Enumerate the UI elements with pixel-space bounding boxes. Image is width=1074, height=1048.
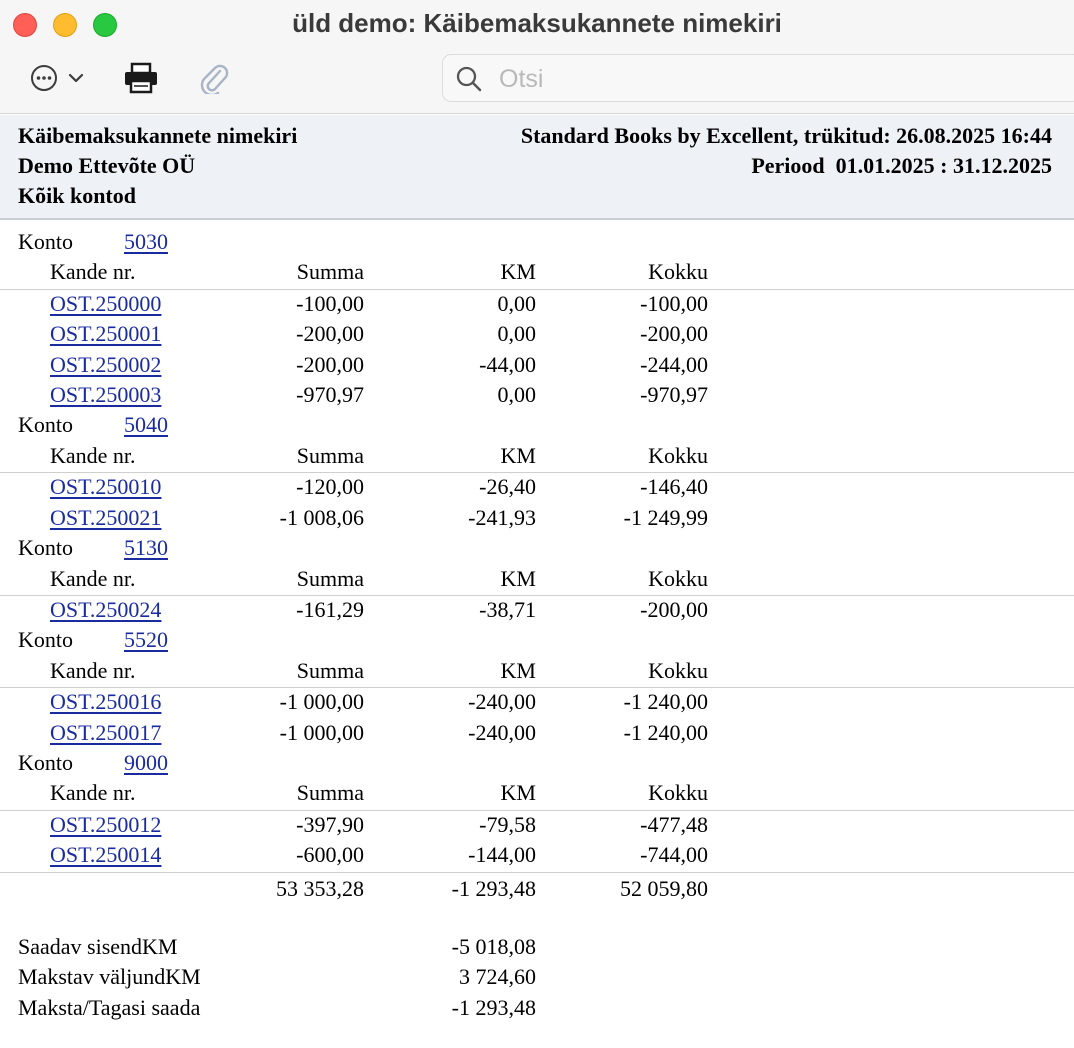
kokku-cell: -146,40 xyxy=(640,474,708,500)
col-header-summa: Summa xyxy=(296,657,364,683)
entry-link[interactable]: OST.250002 xyxy=(50,351,162,377)
search-box[interactable] xyxy=(442,54,1074,102)
summa-cell: -200,00 xyxy=(296,321,364,347)
summa-cell: -161,29 xyxy=(296,597,364,623)
period-info: Periood 01.01.2025 : 31.12.2025 xyxy=(751,153,1052,178)
entry-link[interactable]: OST.250021 xyxy=(50,504,162,530)
accounts-filter: Kõik kontod xyxy=(18,183,136,208)
col-header-kokku: Kokku xyxy=(648,780,708,806)
column-header-row xyxy=(0,442,1074,474)
summa-cell: -200,00 xyxy=(296,351,364,377)
summary-label: Saadav sisendKM xyxy=(18,933,178,959)
col-header-kande: Kande nr. xyxy=(50,565,136,591)
paperclip-icon xyxy=(198,62,230,94)
summa-cell: -120,00 xyxy=(296,474,364,500)
total-summa: 53 353,28 xyxy=(276,875,364,901)
totals-row xyxy=(0,872,1074,903)
entry-link[interactable]: OST.250000 xyxy=(50,290,162,316)
col-header-km: KM xyxy=(500,442,536,468)
entry-link[interactable]: OST.250014 xyxy=(50,842,162,868)
table-row xyxy=(0,719,1074,749)
kokku-cell: -1 240,00 xyxy=(623,719,708,745)
col-header-km: KM xyxy=(500,780,536,806)
column-header-row xyxy=(0,657,1074,689)
km-cell: 0,00 xyxy=(497,382,536,408)
report-title: Käibemaksukannete nimekiri xyxy=(18,123,298,148)
table-row xyxy=(0,473,1074,503)
attachment-button[interactable] xyxy=(196,60,232,96)
kokku-cell: -244,00 xyxy=(640,351,708,377)
account-link[interactable]: 5040 xyxy=(124,412,168,438)
column-header-row xyxy=(0,565,1074,597)
table-row xyxy=(0,596,1074,626)
ellipsis-circle-icon xyxy=(30,63,60,93)
account-label: Konto xyxy=(18,627,73,653)
km-cell: -240,00 xyxy=(468,719,536,745)
summary-label: Makstav väljundKM xyxy=(18,964,201,990)
summary-value: -1 293,48 xyxy=(451,994,536,1020)
km-cell: -44,00 xyxy=(479,351,536,377)
spacer xyxy=(0,903,1074,933)
entry-link[interactable]: OST.250010 xyxy=(50,474,162,500)
col-header-km: KM xyxy=(500,657,536,683)
entry-link[interactable]: OST.250001 xyxy=(50,321,162,347)
window-title: üld demo: Käibemaksukannete nimekiri xyxy=(292,8,782,38)
table-row xyxy=(0,381,1074,411)
col-header-kande: Kande nr. xyxy=(50,259,136,285)
more-actions-button[interactable] xyxy=(26,62,90,94)
search-input[interactable] xyxy=(497,61,1061,97)
summary-value: -5 018,08 xyxy=(451,933,536,959)
table-row xyxy=(0,841,1074,871)
column-header-row xyxy=(0,779,1074,811)
entry-link[interactable]: OST.250024 xyxy=(50,597,162,623)
summary-row xyxy=(0,994,1074,1024)
account-link[interactable]: 5130 xyxy=(124,535,168,561)
col-header-kande: Kande nr. xyxy=(50,780,136,806)
company-name: Demo Ettevõte OÜ xyxy=(18,153,196,178)
km-cell: -38,71 xyxy=(479,597,536,623)
account-label: Konto xyxy=(18,750,73,776)
account-row xyxy=(0,749,1074,779)
col-header-summa: Summa xyxy=(296,565,364,591)
col-header-summa: Summa xyxy=(296,780,364,806)
search-icon xyxy=(455,65,483,93)
kokku-cell: -744,00 xyxy=(640,842,708,868)
report-body xyxy=(0,228,1074,1024)
col-header-kande: Kande nr. xyxy=(50,442,136,468)
kokku-cell: -477,48 xyxy=(640,811,708,837)
account-row xyxy=(0,534,1074,564)
summary-row xyxy=(0,933,1074,963)
summa-cell: -397,90 xyxy=(296,811,364,837)
account-link[interactable]: 9000 xyxy=(124,750,168,776)
entry-link[interactable]: OST.250017 xyxy=(50,719,162,745)
account-label: Konto xyxy=(18,412,73,438)
account-link[interactable]: 5030 xyxy=(124,229,168,254)
summa-cell: -100,00 xyxy=(296,290,364,316)
printed-info: Standard Books by Excellent, trükitud: 26.08.2025 16:44 xyxy=(520,123,1052,148)
kokku-cell: -970,97 xyxy=(640,382,708,408)
print-button[interactable] xyxy=(122,60,160,96)
km-cell: -240,00 xyxy=(468,689,536,715)
table-row xyxy=(0,811,1074,841)
account-group xyxy=(0,626,1074,749)
kokku-cell: -100,00 xyxy=(640,290,708,316)
account-row xyxy=(0,626,1074,656)
col-header-km: KM xyxy=(500,565,536,591)
entry-link[interactable]: OST.250003 xyxy=(50,382,162,408)
km-cell: 0,00 xyxy=(497,290,536,316)
km-cell: -26,40 xyxy=(479,474,536,500)
col-header-summa: Summa xyxy=(296,442,364,468)
total-kokku: 52 059,80 xyxy=(620,875,708,901)
summary-label: Maksta/Tagasi saada xyxy=(18,994,201,1020)
summary-row xyxy=(0,963,1074,993)
account-group xyxy=(0,534,1074,626)
kokku-cell: -200,00 xyxy=(640,321,708,347)
km-cell: -144,00 xyxy=(468,842,536,868)
account-label: Konto xyxy=(18,535,73,561)
summa-cell: -1 000,00 xyxy=(279,719,364,745)
col-header-km: KM xyxy=(500,259,536,285)
column-header-row xyxy=(0,258,1074,290)
total-km: -1 293,48 xyxy=(451,875,536,901)
summary-value: 3 724,60 xyxy=(459,964,536,990)
col-header-kokku: Kokku xyxy=(648,565,708,591)
printer-icon xyxy=(123,62,159,94)
table-row xyxy=(0,504,1074,534)
account-group xyxy=(0,411,1074,534)
kokku-cell: -1 249,99 xyxy=(623,504,708,530)
table-row xyxy=(0,688,1074,718)
col-header-summa: Summa xyxy=(296,259,364,285)
entry-link[interactable]: OST.250012 xyxy=(50,811,162,837)
table-row xyxy=(0,290,1074,320)
summa-cell: -1 008,06 xyxy=(279,504,364,530)
kokku-cell: -1 240,00 xyxy=(623,689,708,715)
account-group xyxy=(0,228,1074,411)
chevron-down-icon xyxy=(66,68,86,88)
km-cell: -241,93 xyxy=(468,504,536,530)
col-header-kokku: Kokku xyxy=(648,657,708,683)
window-titlebar xyxy=(0,0,1074,114)
col-header-kokku: Kokku xyxy=(648,259,708,285)
account-row xyxy=(0,411,1074,441)
summa-cell: -970,97 xyxy=(296,382,364,408)
account-row xyxy=(0,228,1074,258)
account-group xyxy=(0,749,1074,872)
summa-cell: -1 000,00 xyxy=(279,689,364,715)
report-header xyxy=(0,115,1074,220)
account-label: Konto xyxy=(18,229,73,254)
km-cell: -79,58 xyxy=(479,811,536,837)
table-row xyxy=(0,351,1074,381)
entry-link[interactable]: OST.250016 xyxy=(50,689,162,715)
table-row xyxy=(0,320,1074,350)
account-link[interactable]: 5520 xyxy=(124,627,168,653)
km-cell: 0,00 xyxy=(497,321,536,347)
kokku-cell: -200,00 xyxy=(640,597,708,623)
col-header-kande: Kande nr. xyxy=(50,657,136,683)
summa-cell: -600,00 xyxy=(296,842,364,868)
col-header-kokku: Kokku xyxy=(648,442,708,468)
